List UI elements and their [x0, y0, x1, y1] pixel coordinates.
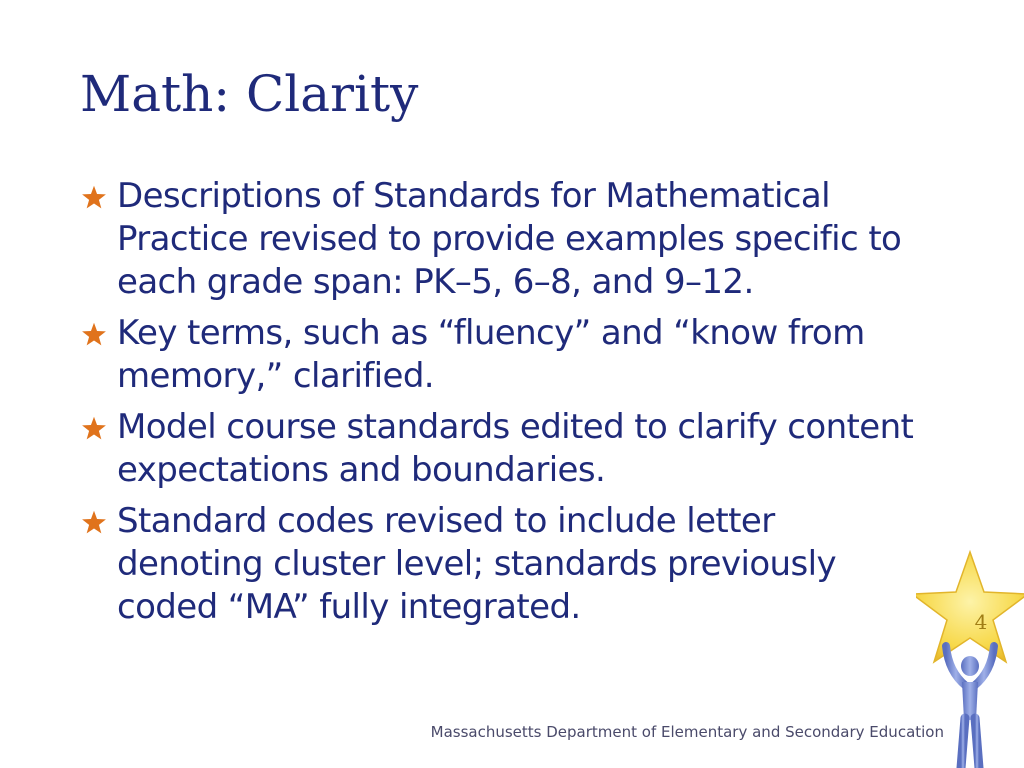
bullet-item: [80, 406, 920, 492]
star-icon: [80, 509, 108, 537]
star-icon: [80, 415, 108, 443]
bullet-text: Descriptions of Standards for Mathematical Practice revised to provide examples specific to each grade span: PK–5, 6–8, and 9–12.: [117, 176, 902, 302]
star-icon: [80, 184, 108, 212]
bullet-list: [80, 175, 920, 637]
bullet-text: Key terms, such as “fluency” and “know from memory,” clarified.: [117, 313, 865, 396]
bullet-item: [80, 175, 920, 304]
bullet-text: Model course standards edited to clarify content expectations and boundaries.: [117, 407, 914, 490]
bullet-text: Standard codes revised to include letter denoting cluster level; standards previously coded “MA” fully integrated.: [117, 501, 836, 627]
bullet-item: [80, 312, 920, 398]
bullet-item: [80, 500, 920, 629]
slide-title: Math: Clarity: [80, 65, 419, 123]
star-icon: [80, 321, 108, 349]
slide-number: 4: [974, 610, 988, 634]
footer-text: Massachusetts Department of Elementary and Secondary Education: [430, 723, 944, 741]
